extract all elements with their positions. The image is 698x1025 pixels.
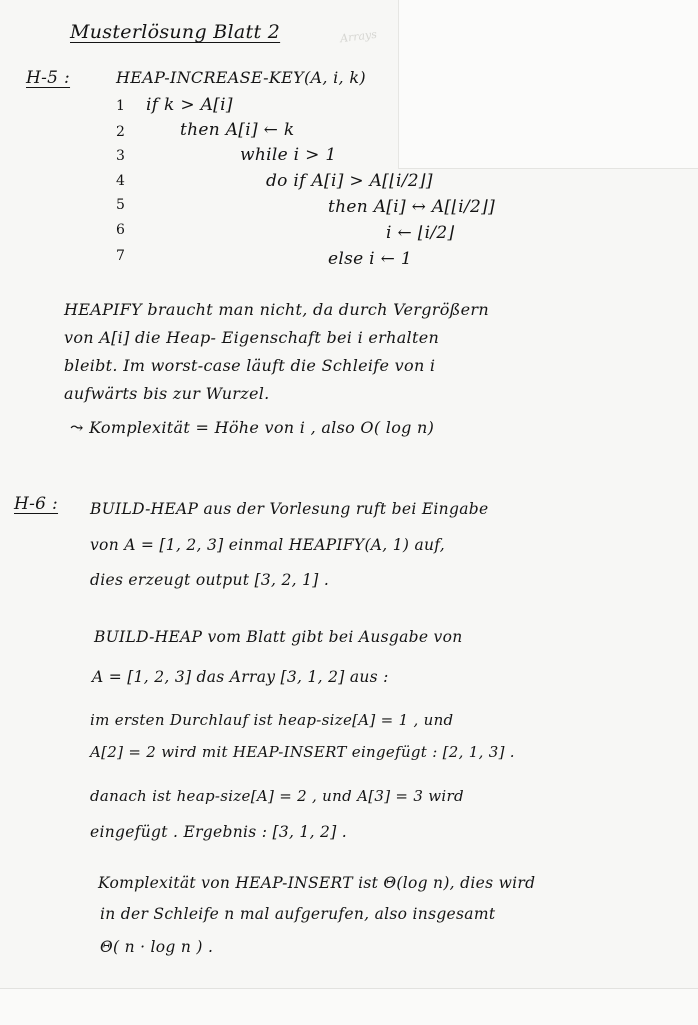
h6-text-line: A = [1, 2, 3] das Array [3, 1, 2] aus : [92,668,389,686]
code-line: i ← ⌊i/2⌋ [386,223,455,243]
code-line: while i > 1 [240,145,337,165]
h5-text-line: aufwärts bis zur Wurzel. [64,384,270,403]
h6-label: H-6 : [14,494,59,514]
line-number: 6 [116,222,126,238]
h5-text-line: bleibt. Im worst-case läuft die Schleife von i [64,356,436,375]
h6-text-line: BUILD-HEAP vom Blatt gibt bei Ausgabe von [94,628,463,646]
h6-complexity-line: Θ( n · log n ) . [100,938,214,956]
line-number: 3 [116,148,126,164]
h6-text-line: A[2] = 2 wird mit HEAP-INSERT eingefügt : [2, 1, 3] . [90,743,515,761]
h6-text-line: von A = [1, 2, 3] einmal HEAPIFY(A, 1) auf, [90,536,446,554]
code-line: then A[i] ← k [180,120,295,140]
line-number: 4 [116,173,126,189]
h6-text-line: in der Schleife n mal aufgerufen, also insgesamt [100,905,496,923]
h6-text-line: dies erzeugt output [3, 2, 1] . [90,571,330,589]
code-line: if k > A[i] [146,95,233,115]
h5-text-line: HEAPIFY braucht man nicht, da durch Vergrößern [64,300,489,319]
code-line: else i ← 1 [328,249,412,269]
h6-text-line: danach ist heap-size[A] = 2 , und A[3] = 3 wird [90,787,464,805]
code-line: then A[i] ↔ A[⌊i/2⌋] [328,197,496,217]
h5-text-line: von A[i] die Heap- Eigenschaft bei i erhalten [64,328,440,347]
h5-label: H-5 : [26,68,71,88]
bleed-through-text: Arrays [339,27,378,46]
page-title: Musterlösung Blatt 2 [70,21,281,43]
line-number: 5 [116,197,126,213]
h6-text-line: BUILD-HEAP aus der Vorlesung ruft bei Eingabe [90,500,489,518]
page-bottom-edge [0,988,698,1025]
h5-complexity-line: ⤳ Komplexität = Höhe von i , also O( log n) [70,418,435,437]
h6-text-line: Komplexität von HEAP-INSERT ist Θ(log n), dies wird [98,874,536,892]
h6-text-line: eingefügt . Ergebnis : [3, 1, 2] . [90,823,348,841]
overlapping-sheet [398,0,698,169]
line-number: 1 [116,98,126,114]
line-number: 7 [116,248,126,264]
line-number: 2 [116,124,126,140]
code-line: do if A[i] > A[⌊i/2⌋] [266,171,433,191]
h5-signature: HEAP-INCREASE-KEY(A, i, k) [116,68,366,87]
h6-text-line: im ersten Durchlauf ist heap-size[A] = 1 , und [90,711,454,729]
